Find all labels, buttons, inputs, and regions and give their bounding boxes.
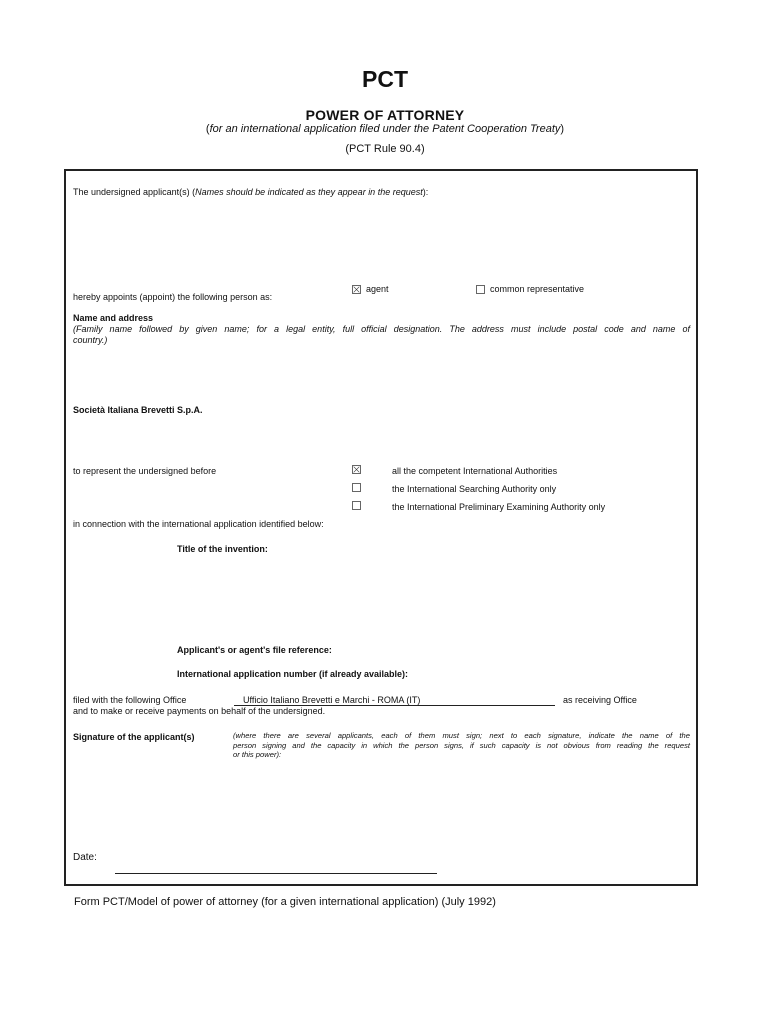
represent-text: to represent the undersigned before <box>73 466 217 476</box>
name-address-heading: Name and address <box>73 313 154 323</box>
filed-with-text: filed with the following Office <box>73 695 187 705</box>
form-footer: Form PCT/Model of power of attorney (for a given international application) (July 1992) <box>74 896 496 908</box>
signature-label: Signature of the applicant(s) <box>73 732 195 742</box>
file-reference-label: Applicant's or agent's file reference: <box>177 645 332 655</box>
appoints-text: hereby appoints (appoint) the following person as: <box>73 292 273 302</box>
date-signature-line <box>115 873 437 874</box>
name-address-note-line1: (Family name followed by given name; for a legal entity, full official designation. The address must include postal code and name of <box>73 324 690 334</box>
common-representative-checkbox[interactable] <box>476 285 485 294</box>
payments-text: and to make or receive payments on behalf of the undersigned. <box>73 706 326 716</box>
all-authorities-label: all the competent International Authorities <box>392 466 558 476</box>
receiving-office-text: as receiving Office <box>563 695 637 705</box>
agent-checkbox[interactable] <box>352 285 361 294</box>
application-number-label: International application number (if already available): <box>177 669 409 679</box>
receiving-office-value: Ufficio Italiano Brevetti e Marchi - ROMA (IT) <box>243 695 421 705</box>
applicant-label: The undersigned applicant(s) (Names should be indicated as they appear in the request): <box>73 187 429 197</box>
signature-note: (where there are several applicants, each of them must sign; next to each signature, indicate the name of the person signing and the capacity in which the person signs, if such capacity is not obvious from reading the request or this power): <box>233 731 690 760</box>
ipea-only-label: the International Preliminary Examining Authority only <box>392 502 606 512</box>
name-address-note-line2: country.) <box>73 335 108 345</box>
document-subtitle: (for an international application filed under the Patent Cooperation Treaty) <box>205 123 565 135</box>
connection-text: in connection with the international application identified below: <box>73 519 324 529</box>
title-of-invention-label: Title of the invention: <box>177 544 268 554</box>
rule-reference: (PCT Rule 90.4) <box>345 143 425 155</box>
isa-only-label: the International Searching Authority only <box>392 484 557 494</box>
document-title: POWER OF ATTORNEY <box>305 107 465 123</box>
common-representative-label: common representative <box>490 284 585 294</box>
document-code: PCT <box>362 66 408 92</box>
isa-only-checkbox[interactable] <box>352 483 361 492</box>
all-authorities-checkbox[interactable] <box>352 465 361 474</box>
agent-name-value: Società Italiana Brevetti S.p.A. <box>73 405 203 415</box>
agent-label: agent <box>366 284 389 294</box>
date-label: Date: <box>73 852 97 863</box>
ipea-only-checkbox[interactable] <box>352 501 361 510</box>
